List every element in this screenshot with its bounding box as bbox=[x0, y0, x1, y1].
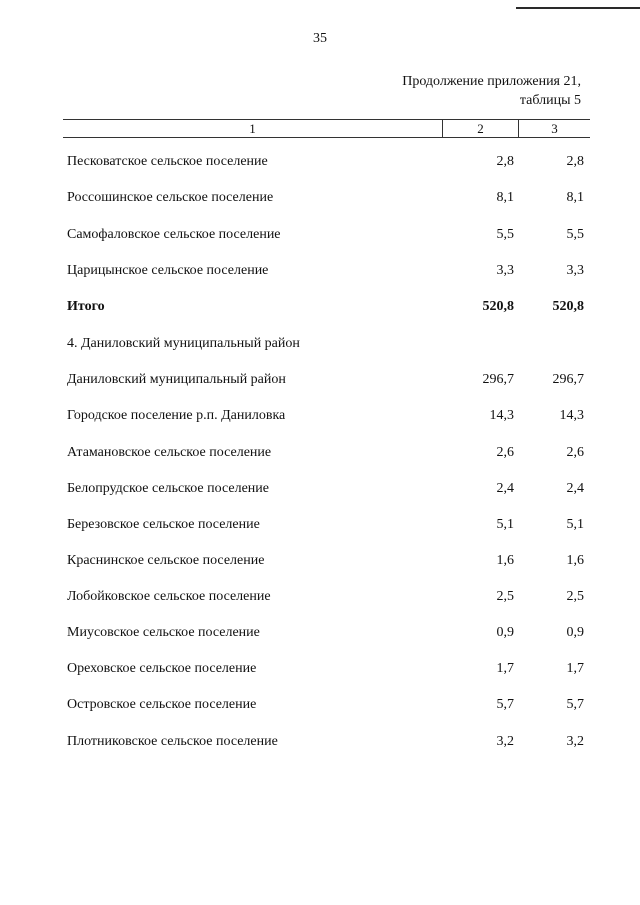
row-value-col3: 2,5 bbox=[566, 589, 584, 604]
continuation-line-2: таблицы 5 bbox=[519, 93, 581, 108]
row-name: Миусовское сельское поселение bbox=[67, 625, 260, 640]
row-value-col2: 2,5 bbox=[496, 589, 514, 604]
row-value-col3: 2,4 bbox=[566, 481, 584, 496]
row-name: Ореховское сельское поселение bbox=[67, 661, 257, 676]
row-name: Атамановское сельское поселение bbox=[67, 445, 272, 460]
row-value-col2: 296,7 bbox=[482, 372, 514, 387]
table-row bbox=[0, 697, 640, 719]
table-row bbox=[0, 154, 640, 176]
row-name: Самофаловское сельское поселение bbox=[67, 227, 281, 242]
row-value-col3: 3,2 bbox=[566, 734, 584, 749]
header-rule-bottom bbox=[63, 137, 590, 138]
row-value-col3: 2,6 bbox=[566, 445, 584, 460]
row-value-col2: 14,3 bbox=[489, 408, 514, 423]
row-value-col3: 3,3 bbox=[566, 263, 584, 278]
column-header-2: 2 bbox=[477, 121, 484, 136]
table-row bbox=[0, 263, 640, 285]
row-name: Городское поселение р.п. Даниловка bbox=[67, 408, 286, 423]
total-value-col3: 520,8 bbox=[552, 299, 584, 314]
row-value-col3: 5,1 bbox=[566, 517, 584, 532]
row-value-col2: 2,8 bbox=[496, 154, 514, 169]
row-value-col2: 1,6 bbox=[496, 553, 514, 568]
table-row bbox=[0, 661, 640, 683]
total-row bbox=[0, 299, 640, 321]
table-row bbox=[0, 589, 640, 611]
row-value-col3: 5,5 bbox=[566, 227, 584, 242]
row-name: Березовское сельское поселение bbox=[67, 517, 260, 532]
row-name: Песковатское сельское поселение bbox=[67, 154, 268, 169]
row-name: Плотниковское сельское поселение bbox=[67, 734, 278, 749]
total-label: Итого bbox=[67, 299, 105, 314]
row-name: Белопрудское сельское поселение bbox=[67, 481, 269, 496]
section-heading-row bbox=[0, 336, 640, 358]
table-row bbox=[0, 445, 640, 467]
row-value-col3: 14,3 bbox=[559, 408, 584, 423]
row-value-col2: 2,6 bbox=[496, 445, 514, 460]
row-name: Царицынское сельское поселение bbox=[67, 263, 269, 278]
row-value-col3: 8,1 bbox=[566, 190, 584, 205]
table-row bbox=[0, 517, 640, 539]
row-value-col2: 2,4 bbox=[496, 481, 514, 496]
row-value-col2: 1,7 bbox=[496, 661, 514, 676]
row-value-col2: 5,1 bbox=[496, 517, 514, 532]
row-name: Островское сельское поселение bbox=[67, 697, 257, 712]
section-heading: 4. Даниловский муниципальный район bbox=[67, 336, 300, 351]
table-row bbox=[0, 372, 640, 394]
row-name: Краснинское сельское поселение bbox=[67, 553, 265, 568]
row-value-col2: 5,7 bbox=[496, 697, 514, 712]
row-value-col3: 296,7 bbox=[552, 372, 584, 387]
header-rule-top bbox=[63, 119, 590, 120]
table-row bbox=[0, 625, 640, 647]
row-value-col3: 5,7 bbox=[566, 697, 584, 712]
table-row bbox=[0, 190, 640, 212]
row-value-col2: 5,5 bbox=[496, 227, 514, 242]
row-name: Россошинское сельское поселение bbox=[67, 190, 274, 205]
table-row bbox=[0, 408, 640, 430]
row-value-col2: 8,1 bbox=[496, 190, 514, 205]
table-row bbox=[0, 481, 640, 503]
row-value-col3: 1,7 bbox=[566, 661, 584, 676]
row-name: Даниловский муниципальный район bbox=[67, 372, 286, 387]
continuation-line-1: Продолжение приложения 21, bbox=[402, 74, 581, 89]
column-header-3: 3 bbox=[551, 121, 558, 136]
table-row bbox=[0, 553, 640, 575]
row-value-col3: 1,6 bbox=[566, 553, 584, 568]
row-value-col2: 3,2 bbox=[496, 734, 514, 749]
total-value-col2: 520,8 bbox=[482, 299, 514, 314]
page-number: 35 bbox=[313, 31, 327, 46]
table-row bbox=[0, 227, 640, 249]
column-header-1: 1 bbox=[249, 121, 256, 136]
corner-rule bbox=[516, 7, 640, 9]
table-row bbox=[0, 734, 640, 756]
row-value-col3: 0,9 bbox=[566, 625, 584, 640]
row-value-col2: 0,9 bbox=[496, 625, 514, 640]
row-name: Лобойковское сельское поселение bbox=[67, 589, 271, 604]
continuation-note bbox=[402, 72, 581, 110]
row-value-col3: 2,8 bbox=[566, 154, 584, 169]
row-value-col2: 3,3 bbox=[496, 263, 514, 278]
